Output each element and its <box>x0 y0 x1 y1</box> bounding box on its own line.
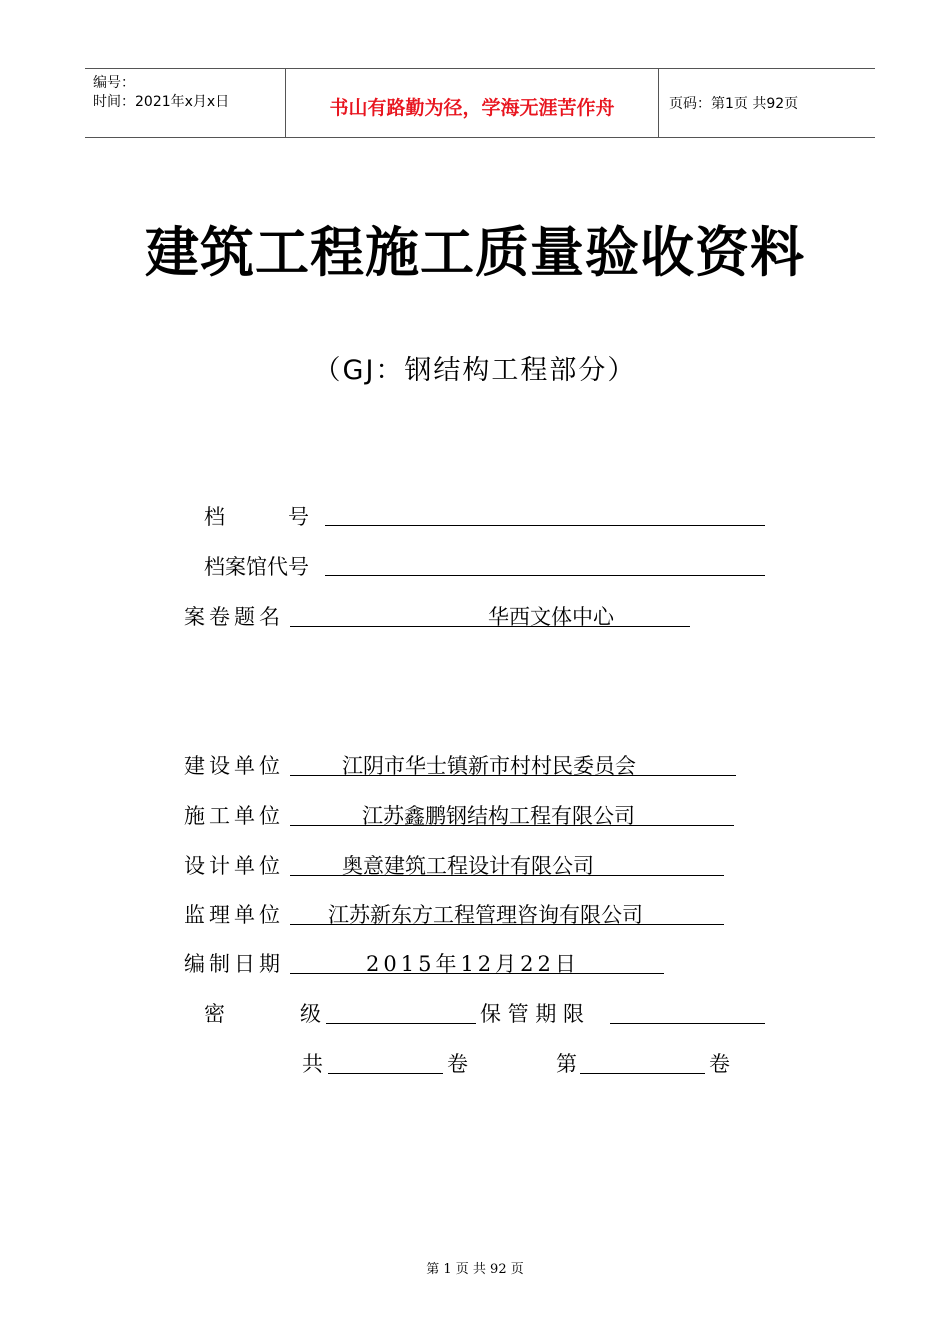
volume-label-1: 卷 <box>447 1052 468 1076</box>
archive-no-line[interactable] <box>325 524 765 526</box>
builder-label: 建设单位 <box>184 754 284 778</box>
secret-line[interactable] <box>326 1022 476 1024</box>
header-middle-cell <box>286 69 659 137</box>
builder-value[interactable]: 江阴市华士镇新市村村民委员会 <box>342 754 636 778</box>
number-label: 编号： <box>93 75 135 91</box>
page-title: 建筑工程施工质量验收资料 <box>145 221 805 284</box>
case-title-value[interactable]: 华西文体中心 <box>488 605 614 629</box>
volume-label-2: 卷 <box>709 1052 730 1076</box>
page-footer: 第 1 页 共 92 页 <box>426 1262 524 1277</box>
nth-label: 第 <box>556 1052 577 1076</box>
date-field-label: 编制日期 <box>184 952 284 976</box>
total-label: 共 <box>302 1052 323 1076</box>
constructor-value[interactable]: 江苏鑫鹏钢结构工程有限公司 <box>362 804 635 828</box>
page-info: 页码：第1页 共92页 <box>669 96 799 112</box>
archive-no-label: 档 号 <box>204 505 309 529</box>
nth-line[interactable] <box>580 1072 705 1074</box>
total-line[interactable] <box>328 1072 443 1074</box>
archive-code-line[interactable] <box>325 574 765 576</box>
date-value[interactable]: 2015年12月22日 <box>366 952 580 976</box>
motto: 书山有路勤为径，学海无涯苦作舟 <box>329 97 615 119</box>
retention-label: 保 管 期 限 <box>480 1002 585 1026</box>
case-title-label: 案卷题名 <box>184 605 284 629</box>
secret-label-2: 级 <box>300 1002 321 1026</box>
header-table <box>85 68 875 138</box>
header-left-cell <box>85 69 286 137</box>
secret-label-1: 密 <box>204 1002 225 1026</box>
retention-line[interactable] <box>610 1022 765 1024</box>
supervisor-value[interactable]: 江苏新东方工程管理咨询有限公司 <box>328 903 643 927</box>
header-right-cell <box>659 69 875 137</box>
date-label: 时间：2021年x月x日 <box>93 94 230 110</box>
designer-label: 设计单位 <box>184 854 284 878</box>
designer-value[interactable]: 奥意建筑工程设计有限公司 <box>342 854 594 878</box>
page-subtitle: （GJ：钢结构工程部分） <box>313 355 637 386</box>
constructor-label: 施工单位 <box>184 804 284 828</box>
archive-code-label: 档案馆代号 <box>204 555 309 579</box>
supervisor-label: 监理单位 <box>184 903 284 927</box>
